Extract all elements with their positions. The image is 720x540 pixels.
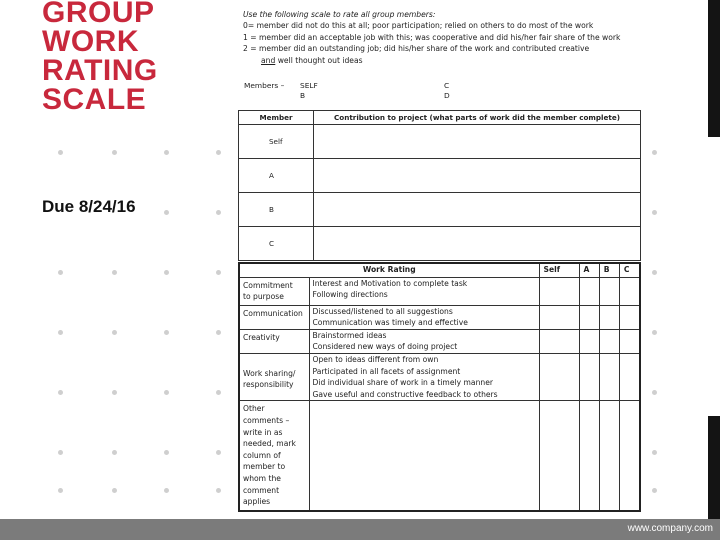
contribution-cell[interactable] [314,193,641,227]
title-line: GROUP [42,0,155,29]
rating-document [238,0,646,510]
member-c: C [444,81,450,90]
score-col-a: A [579,263,599,277]
table-row [239,125,641,159]
due-date: Due 8/24/16 [42,197,136,216]
criterion-items: Brainstormed ideas Considered new ways of doing project [309,329,539,353]
table-row [239,401,640,511]
member-cell: B [239,193,314,227]
criterion-cell: Work sharing/ responsibility [239,354,309,401]
table-row [239,329,640,353]
table-row [239,227,641,261]
member-cell: A [239,159,314,193]
members-label: Members – [244,81,285,90]
score-cell[interactable] [619,354,640,401]
score-cell[interactable] [619,401,640,511]
title-line: RATING [42,54,158,87]
contribution-cell[interactable] [314,159,641,193]
footer-bar [0,519,720,540]
score-cell[interactable] [579,329,599,353]
criterion-items: Discussed/listened to all suggestions Communication was timely and effective [309,305,539,329]
work-rating-header: Work Rating [239,263,539,277]
member-cell: Self [239,125,314,159]
score-cell[interactable] [599,305,619,329]
score-cell[interactable] [579,354,599,401]
score-cell[interactable] [579,277,599,305]
criterion-items: Interest and Motivation to complete task Following directions [309,277,539,305]
score-cell[interactable] [599,401,619,511]
member-d: D [444,91,450,100]
scale-line-0: 0= member did not do this at all; poor participation; relied on others to do most of the work [243,21,594,31]
table-row [239,193,641,227]
criterion-cell: Communication [239,305,309,329]
score-cell[interactable] [579,305,599,329]
table-row [239,354,640,401]
criterion-cell: Creativity [239,329,309,353]
score-cell[interactable] [539,401,579,511]
criterion-cell: Other comments – write in as needed, mark column of member to whom the comment applies [239,401,309,511]
score-cell[interactable] [539,305,579,329]
comment-cell[interactable] [309,401,539,511]
slide-title [42,0,158,114]
score-cell[interactable] [619,329,640,353]
score-cell[interactable] [539,354,579,401]
accent-bar-top [708,0,720,137]
col-header-member: Member [239,111,314,125]
member-self: SELF [300,81,318,90]
title-line: WORK [42,25,139,58]
title-line: SCALE [42,83,147,116]
score-col-c: C [619,263,640,277]
work-rating-table [238,262,641,512]
scale-line-2: 2 = member did an outstanding job; did his/her share of the work and contributed creative [243,44,590,54]
member-b: B [300,91,306,100]
table-row [239,277,640,305]
contribution-cell[interactable] [314,227,641,261]
score-cell[interactable] [619,277,640,305]
table-row [239,159,641,193]
col-header-contribution: Contribution to project (what parts of work did the member complete) [314,111,641,125]
scale-line-2-cont: and well thought out ideas [261,55,363,65]
contribution-cell[interactable] [314,125,641,159]
accent-bar-bottom [708,416,720,519]
contribution-table [238,110,641,261]
score-col-self: Self [539,263,579,277]
score-cell[interactable] [599,277,619,305]
member-cell: C [239,227,314,261]
footer-url: www.company.com [627,523,713,534]
table-row [239,305,640,329]
score-cell[interactable] [599,329,619,353]
instructions-heading: Use the following scale to rate all group members: [243,10,436,19]
score-cell[interactable] [539,329,579,353]
scale-line-1: 1 = member did an acceptable job with this; was cooperative and did his/her fair share of the work [243,32,621,42]
score-col-b: B [599,263,619,277]
score-cell[interactable] [599,354,619,401]
criterion-items: Open to ideas different from own Participated in all facets of assignment Did individual share of work in a timely manner Gave useful and constructive feedback to others [309,354,539,401]
criterion-cell: Commitment to purpose [239,277,309,305]
score-cell[interactable] [579,401,599,511]
instructions [243,9,620,66]
score-cell[interactable] [619,305,640,329]
score-cell[interactable] [539,277,579,305]
